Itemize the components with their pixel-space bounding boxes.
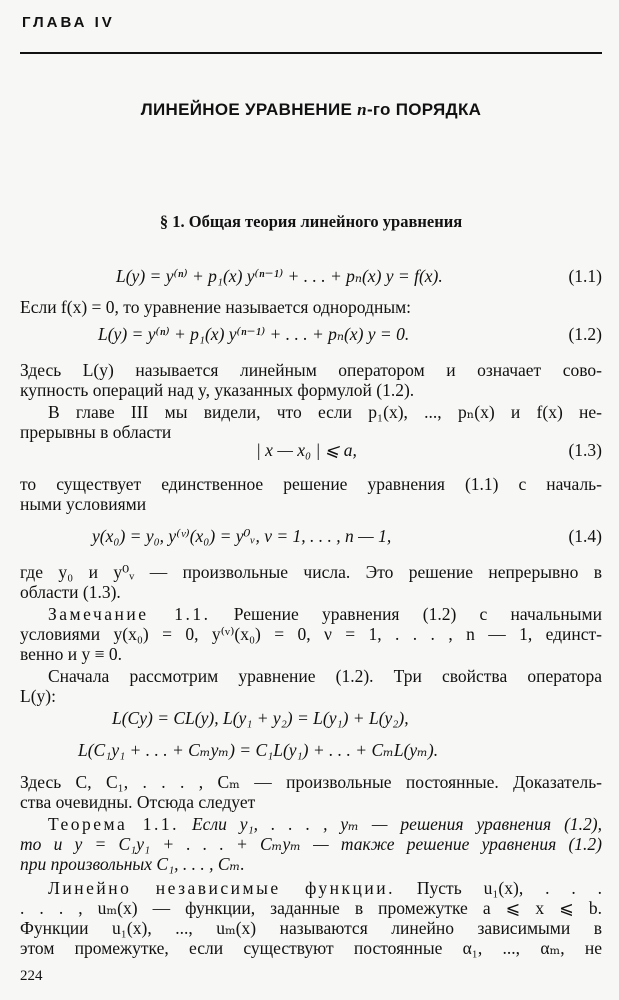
remark-line: условиями y(x₀) = 0, y⁽ᵛ⁾(x₀) = 0, ν = 1, . . . , n — 1, единст- bbox=[20, 624, 602, 644]
theorem-line: при произвольных C₁, . . . , Cₘ. bbox=[20, 854, 245, 874]
chapter-title bbox=[20, 100, 602, 120]
paragraph-line: В главе III мы видели, что если p₁(x), ..., pₙ(x) и f(x) не- bbox=[48, 402, 602, 422]
paragraph-line: то существует единственное решение уравнения (1.1) с началь- bbox=[20, 474, 602, 494]
equation-number: (1.1) bbox=[568, 266, 602, 286]
book-page bbox=[20, 0, 602, 1000]
equation-number: (1.2) bbox=[568, 324, 602, 344]
section-title: § 1. Общая теория линейного уравнения bbox=[159, 212, 463, 231]
paragraph-line: Если f(x) = 0, то уравнение называется однородным: bbox=[20, 297, 412, 317]
paragraph-line: Здесь C, C₁, . . . , Cₘ — произвольные постоянные. Доказатель- bbox=[20, 772, 602, 792]
equation-body: L(Cy) = CL(y), L(y₁ + y₂) = L(y₁) + L(y₂), bbox=[112, 708, 409, 728]
equation-number: (1.3) bbox=[568, 440, 602, 460]
paragraph-line: L(y): bbox=[20, 686, 56, 706]
paragraph-line: ства очевидны. Отсюда следует bbox=[20, 792, 256, 812]
title-part-1: ЛИНЕЙНОЕ УРАВНЕНИЕ bbox=[140, 100, 358, 119]
header-rule bbox=[20, 52, 602, 54]
equation-body: L(y) = y⁽ⁿ⁾ + p₁(x) y⁽ⁿ⁻¹⁾ + . . . + pₙ(x) y = f(x). bbox=[116, 266, 443, 286]
equation-number: (1.4) bbox=[568, 526, 602, 546]
title-part-2: -го ПОРЯДКА bbox=[366, 100, 482, 119]
paragraph-line bbox=[48, 878, 602, 898]
definition-label: Линейно независимые функции. bbox=[48, 878, 396, 898]
paragraph-line: . . . , uₘ(x) — функции, заданные в промежутке a ⩽ x ⩽ b. bbox=[20, 898, 602, 918]
paragraph-line: области (1.3). bbox=[20, 582, 121, 602]
theorem-text: Если y₁, . . . , yₘ — решения уравнения (1.2), bbox=[179, 814, 602, 834]
equation-body: L(y) = y⁽ⁿ⁾ + p₁(x) y⁽ⁿ⁻¹⁾ + . . . + pₙ(x) y = 0. bbox=[98, 324, 410, 344]
paragraph-line: прерывны в области bbox=[20, 422, 172, 442]
title-n: n bbox=[357, 100, 367, 119]
remark-text: Решение уравнения (1.2) с начальными bbox=[210, 604, 602, 624]
paragraph-line: Здесь L(y) называется линейным оператором и означает сово- bbox=[20, 360, 602, 380]
equation-body: | x — x₀ | ⩽ a, bbox=[256, 440, 357, 460]
definition-text: Пусть u₁(x), . . . bbox=[395, 878, 602, 898]
equation-body: y(x₀) = y₀, y⁽ᵛ⁾(x₀) = y⁰ᵥ, ν = 1, . . . , n — 1, bbox=[92, 526, 392, 546]
remark-label: Замечание 1.1. bbox=[48, 604, 211, 624]
equation-body: L(C₁y₁ + . . . + Cₘyₘ) = C₁L(y₁) + . . . + CₘL(yₘ). bbox=[78, 740, 439, 760]
paragraph-line: ными условиями bbox=[20, 494, 147, 514]
theorem-label: Теорема 1.1. bbox=[48, 814, 180, 834]
theorem-line bbox=[48, 814, 602, 834]
theorem-line: то и y = C₁y₁ + . . . + Cₘyₘ — также решение уравнения (1.2) bbox=[20, 834, 602, 854]
paragraph-line: Функции u₁(x), ..., uₘ(x) называются линейно зависимыми в bbox=[20, 918, 602, 938]
remark-line bbox=[48, 604, 602, 624]
chapter-heading: ГЛАВА IV bbox=[22, 14, 115, 31]
paragraph-line: где y₀ и y⁰ᵥ — произвольные числа. Это решение непрерывно в bbox=[20, 562, 602, 582]
remark-line: венно и y ≡ 0. bbox=[20, 644, 123, 664]
paragraph-line: Сначала рассмотрим уравнение (1.2). Три свойства оператора bbox=[48, 666, 602, 686]
paragraph-line: этом промежутке, если существуют постоянные α₁, ..., αₘ, не bbox=[20, 938, 602, 958]
page-number: 224 bbox=[20, 968, 43, 984]
paragraph-line: купность операций над y, указанных формулой (1.2). bbox=[20, 380, 415, 400]
